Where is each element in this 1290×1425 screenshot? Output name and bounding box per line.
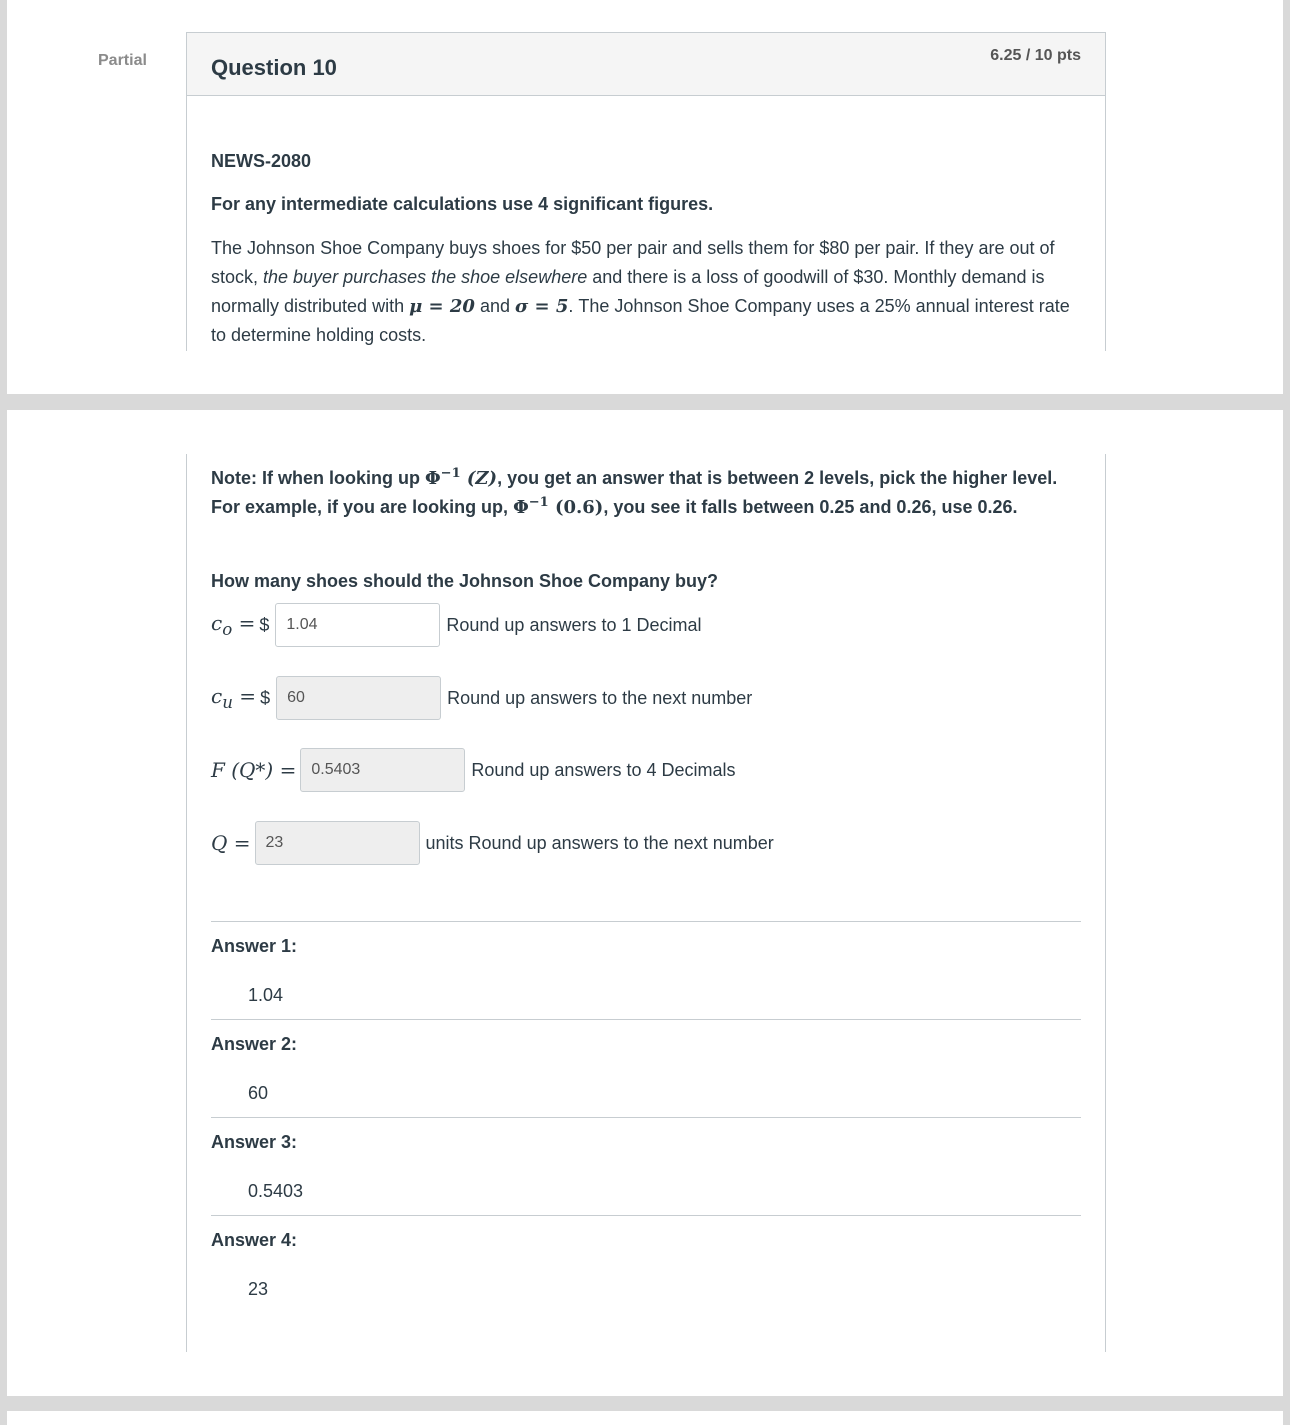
phi-superscript: −1 <box>440 466 461 481</box>
answer-block-3 <box>211 1117 1081 1216</box>
answer-value: 0.5403 <box>248 1181 304 1201</box>
status-label: Partial <box>98 52 147 69</box>
field-row-fq <box>211 747 736 793</box>
body-text-1: The Johnson Shoe Company buys shoes for $50 per pair and sells them for $80 per pair. If they are out of stock, <box>211 238 1055 287</box>
cu-note: Round up answers to the next number <box>447 687 753 708</box>
answer-block-1 <box>211 921 1081 1020</box>
question-frame <box>186 32 1106 351</box>
question-points: 6.25 / 10 pts <box>990 47 1081 64</box>
page-bottom <box>7 1411 1283 1425</box>
question-prompt: How many shoes should the Johnson Shoe Company buy? <box>211 571 719 591</box>
question-title: Question 10 <box>211 55 337 80</box>
note-text-2: , you get an answer that is between 2 levels, pick the higher level. For example, if you are looking up, <box>211 468 1058 517</box>
cu-equals: = <box>232 684 257 708</box>
fq-input[interactable]: 0.5403 <box>300 748 465 792</box>
dollar-sign: $ <box>259 614 270 635</box>
q-label: Q = <box>211 831 251 855</box>
question-body <box>211 234 1081 350</box>
q-note: units Round up answers to the next number <box>425 832 774 853</box>
answer-label: Answer 3: <box>211 1132 298 1152</box>
dollar-sign: $ <box>260 687 271 708</box>
co-equals: = <box>232 611 256 635</box>
question-header <box>187 33 1105 96</box>
cu-input[interactable]: 60 <box>276 676 441 720</box>
cu-label <box>211 684 256 712</box>
co-label <box>211 611 255 639</box>
field-row-cu <box>211 675 752 721</box>
question-code: NEWS-2080 <box>211 151 312 171</box>
answer-label: Answer 4: <box>211 1230 298 1250</box>
answer-label: Answer 1: <box>211 936 298 956</box>
body-text-2: and there is a loss of goodwill of $30. Monthly demand is normally distributed with <box>211 267 1045 316</box>
phi-symbol: Φ <box>513 497 529 518</box>
phi-argument-z: (Z) <box>460 468 498 489</box>
page-middle <box>7 410 1283 1396</box>
question-frame-continued <box>186 454 1106 1352</box>
mu-expression: μ = 20 <box>409 296 475 317</box>
phi-superscript: −1 <box>528 495 549 510</box>
answer-value: 1.04 <box>248 985 284 1005</box>
answer-block-4 <box>211 1215 1081 1314</box>
sigma-expression: σ = 5 <box>514 296 569 317</box>
co-var: c <box>211 611 223 635</box>
cu-sub: u <box>222 693 233 712</box>
note-text-3: , you see it falls between 0.25 and 0.26, use 0.26. <box>603 497 1018 517</box>
phi-argument-06: (0.6) <box>548 497 604 518</box>
body-text-3: . The Johnson Shoe Company uses a 25% annual interest rate to determine holding costs. <box>211 296 1070 345</box>
question-note <box>211 464 1081 522</box>
field-row-q <box>211 820 774 866</box>
answer-value: 60 <box>248 1083 269 1103</box>
body-and: and <box>474 296 515 316</box>
fq-label: F (Q*) = <box>211 758 297 782</box>
phi-symbol: Φ <box>424 468 441 489</box>
fq-note: Round up answers to 4 Decimals <box>471 759 736 780</box>
answer-label: Answer 2: <box>211 1034 298 1054</box>
answer-value: 23 <box>248 1279 269 1299</box>
co-sub: o <box>222 620 233 639</box>
q-input[interactable]: 23 <box>255 821 420 865</box>
question-instruction: For any intermediate calculations use 4 significant figures. <box>211 194 714 214</box>
co-input[interactable]: 1.04 <box>275 603 440 647</box>
note-text-1: Note: If when looking up <box>211 468 425 488</box>
field-row-co <box>211 602 702 648</box>
page-top <box>7 0 1283 394</box>
body-text-italic: the buyer purchases the shoe elsewhere <box>263 267 588 287</box>
answer-block-2 <box>211 1019 1081 1118</box>
cu-var: c <box>211 684 223 708</box>
co-note: Round up answers to 1 Decimal <box>446 614 702 635</box>
